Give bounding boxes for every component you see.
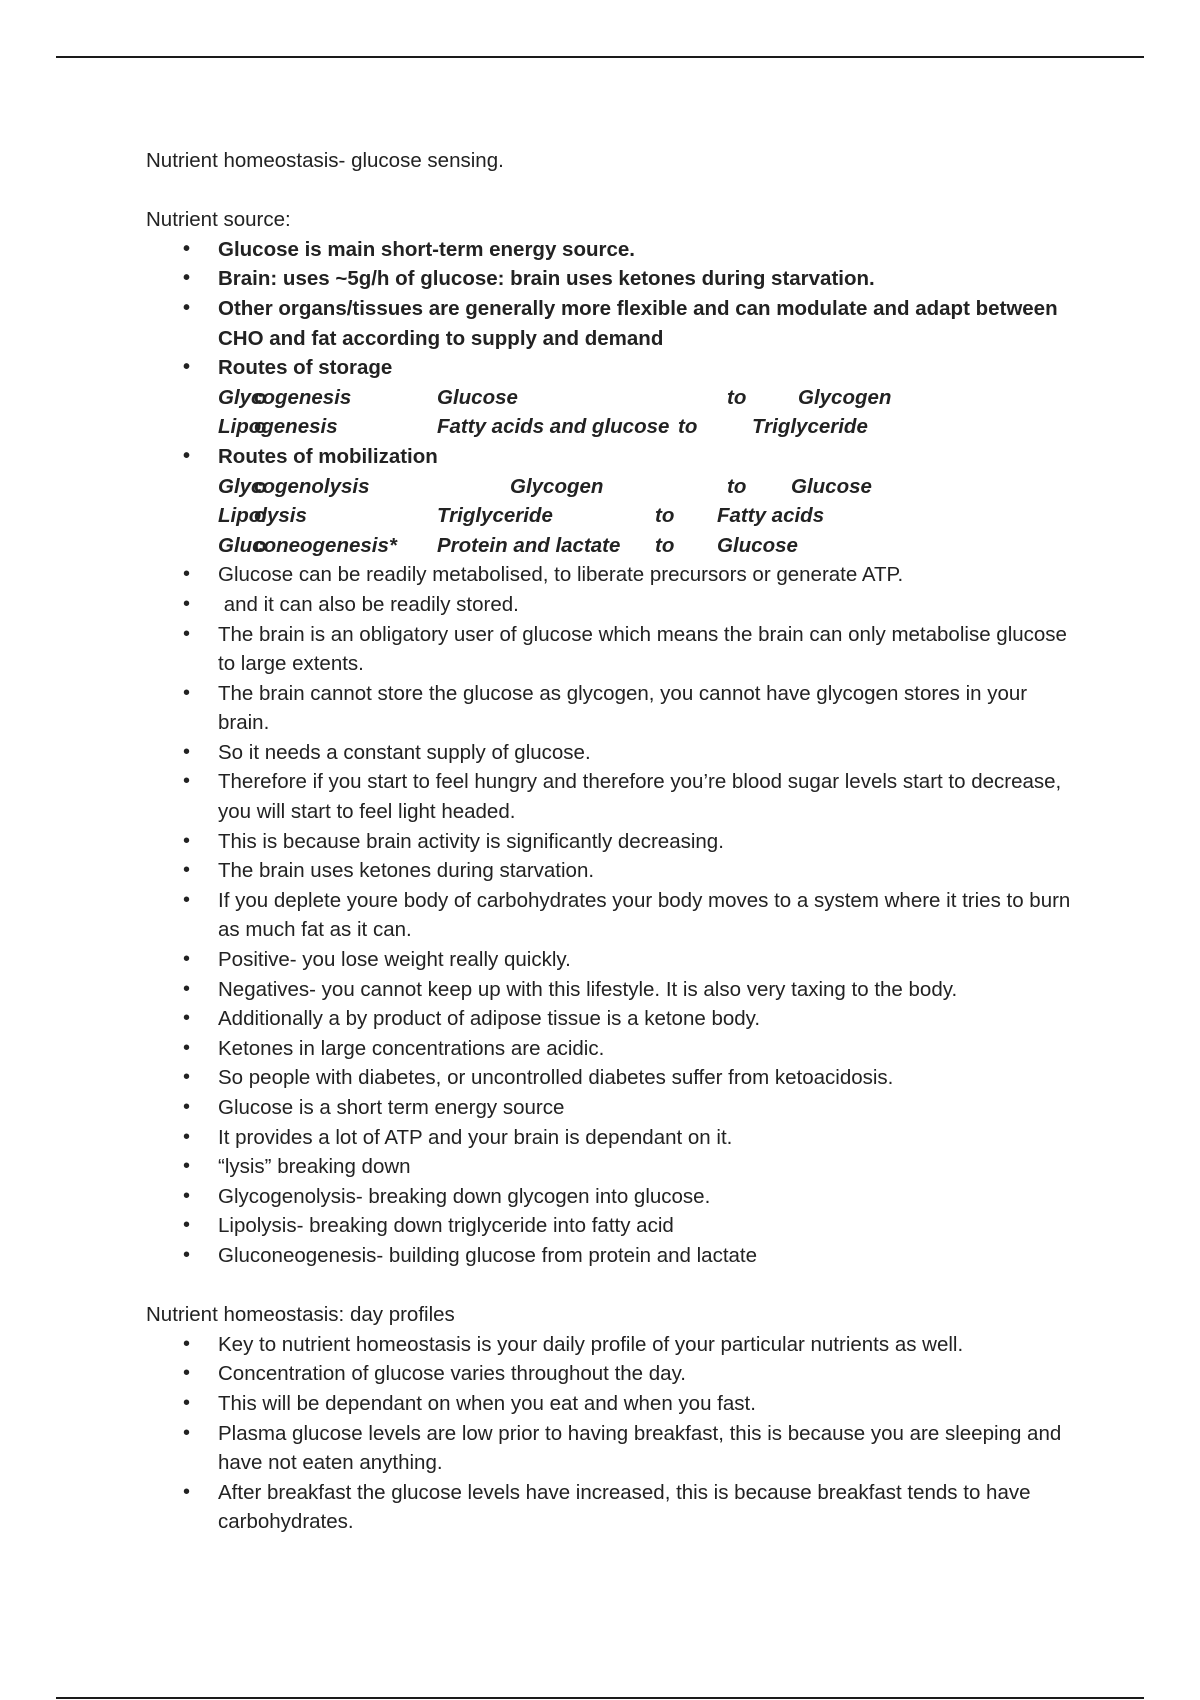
process-to: to [655, 504, 675, 528]
process-name: o Glycogenesis [218, 385, 352, 409]
list-item: • Concentration of glucose varies throughout the day. [146, 1359, 1076, 1389]
process-source: Glucose [437, 385, 518, 409]
process-product: Fatty acids [717, 504, 825, 528]
spacer [146, 1271, 1076, 1301]
process-name: o Lipolysis [218, 504, 307, 528]
list-item: • Gluconeogenesis- building glucose from protein and lactate [146, 1241, 1076, 1271]
sub-list-item [218, 412, 1076, 442]
list-item: • Negatives- you cannot keep up with this lifestyle. It is also very taxing to the body. [146, 975, 1076, 1005]
document-body [146, 146, 1076, 1537]
section-heading-nutrient-source: Nutrient source: [146, 208, 291, 232]
section-heading-day-profiles: Nutrient homeostasis: day profiles [146, 1303, 455, 1327]
spacer [146, 176, 1076, 206]
list-item: • It provides a lot of ATP and your brain is dependant on it. [146, 1123, 1076, 1153]
process-product: Glycogen [798, 385, 892, 409]
process-source: Triglyceride [437, 504, 553, 528]
process-to: to [655, 533, 675, 557]
sub-list-item [218, 472, 1076, 502]
list-item: • Glucose is a short term energy source [146, 1093, 1076, 1123]
list-item: • Glucose is main short-term energy source. [146, 235, 1076, 265]
list-item: • Key to nutrient homeostasis is your daily profile of your particular nutrients as well. [146, 1330, 1076, 1360]
sub-list-item [218, 383, 1076, 413]
process-to: to [727, 385, 747, 409]
list-item: • If you deplete youre body of carbohydrates your body moves to a system where it tries to burn as much fat as it can. [146, 886, 1076, 945]
list-item-routes-of-mobilization [146, 442, 1076, 560]
sub-list-item [218, 531, 1076, 561]
process-product: Glucose [717, 533, 798, 557]
list-item: • “lysis” breaking down [146, 1152, 1076, 1182]
process-source: Glycogen [510, 474, 604, 498]
list-item: • Other organs/tissues are generally more flexible and can modulate and adapt between CHO and fat according to supply and demand [146, 294, 1076, 353]
list-item: • Therefore if you start to feel hungry and therefore you’re blood sugar levels start to decrease, you will start to feel light headed. [146, 767, 1076, 826]
list-item: • This is because brain activity is significantly decreasing. [146, 827, 1076, 857]
list-item: • Positive- you lose weight really quickly. [146, 945, 1076, 975]
list-item: • After breakfast the glucose levels have increased, this is because breakfast tends to have carbohydrates. [146, 1478, 1076, 1537]
nutrient-source-list [146, 235, 1076, 1271]
process-source: Fatty acids and glucose [437, 415, 670, 439]
header-rule [56, 56, 1144, 58]
process-product: Triglyceride [752, 415, 868, 439]
list-item: • The brain uses ketones during starvation. [146, 856, 1076, 886]
footer-rule [56, 1697, 1144, 1699]
list-item: • Glycogenolysis- breaking down glycogen into glucose. [146, 1182, 1076, 1212]
routes-of-mobilization-label: Routes of mobilization [218, 444, 438, 468]
sub-list-item [218, 501, 1076, 531]
process-name: o Glycogenolysis [218, 474, 370, 498]
list-item: • Glucose can be readily metabolised, to liberate precursors or generate ATP. [146, 560, 1076, 590]
document-title: Nutrient homeostasis- glucose sensing. [146, 149, 504, 172]
process-source: Protein and lactate [437, 533, 621, 557]
process-product: Glucose [791, 474, 872, 498]
list-item: • The brain is an obligatory user of glucose which means the brain can only metabolise glucose to large extents. [146, 620, 1076, 679]
list-item: • So it needs a constant supply of glucose. [146, 738, 1076, 768]
list-item: • The brain cannot store the glucose as glycogen, you cannot have glycogen stores in your brain. [146, 679, 1076, 738]
list-item: • Plasma glucose levels are low prior to having breakfast, this is because you are sleeping and have not eaten anything. [146, 1419, 1076, 1478]
process-name: o Lipogenesis [218, 415, 338, 439]
list-item: • Ketones in large concentrations are acidic. [146, 1034, 1076, 1064]
process-to: to [678, 415, 698, 439]
list-item-routes-of-storage [146, 353, 1076, 442]
routes-of-storage-label: Routes of storage [218, 356, 393, 380]
process-name: o Gluconeogenesis* [218, 533, 397, 557]
day-profiles-list [146, 1330, 1076, 1537]
mobilization-sublist [218, 472, 1076, 561]
list-item: • So people with diabetes, or uncontrolled diabetes suffer from ketoacidosis. [146, 1063, 1076, 1093]
storage-sublist [218, 383, 1076, 442]
list-item: • Additionally a by product of adipose tissue is a ketone body. [146, 1004, 1076, 1034]
list-item: • Lipolysis- breaking down triglyceride into fatty acid [146, 1211, 1076, 1241]
process-to: to [727, 474, 747, 498]
list-item: • This will be dependant on when you eat and when you fast. [146, 1389, 1076, 1419]
list-item: • and it can also be readily stored. [146, 590, 1076, 620]
list-item: • Brain: uses ~5g/h of glucose: brain uses ketones during starvation. [146, 264, 1076, 294]
